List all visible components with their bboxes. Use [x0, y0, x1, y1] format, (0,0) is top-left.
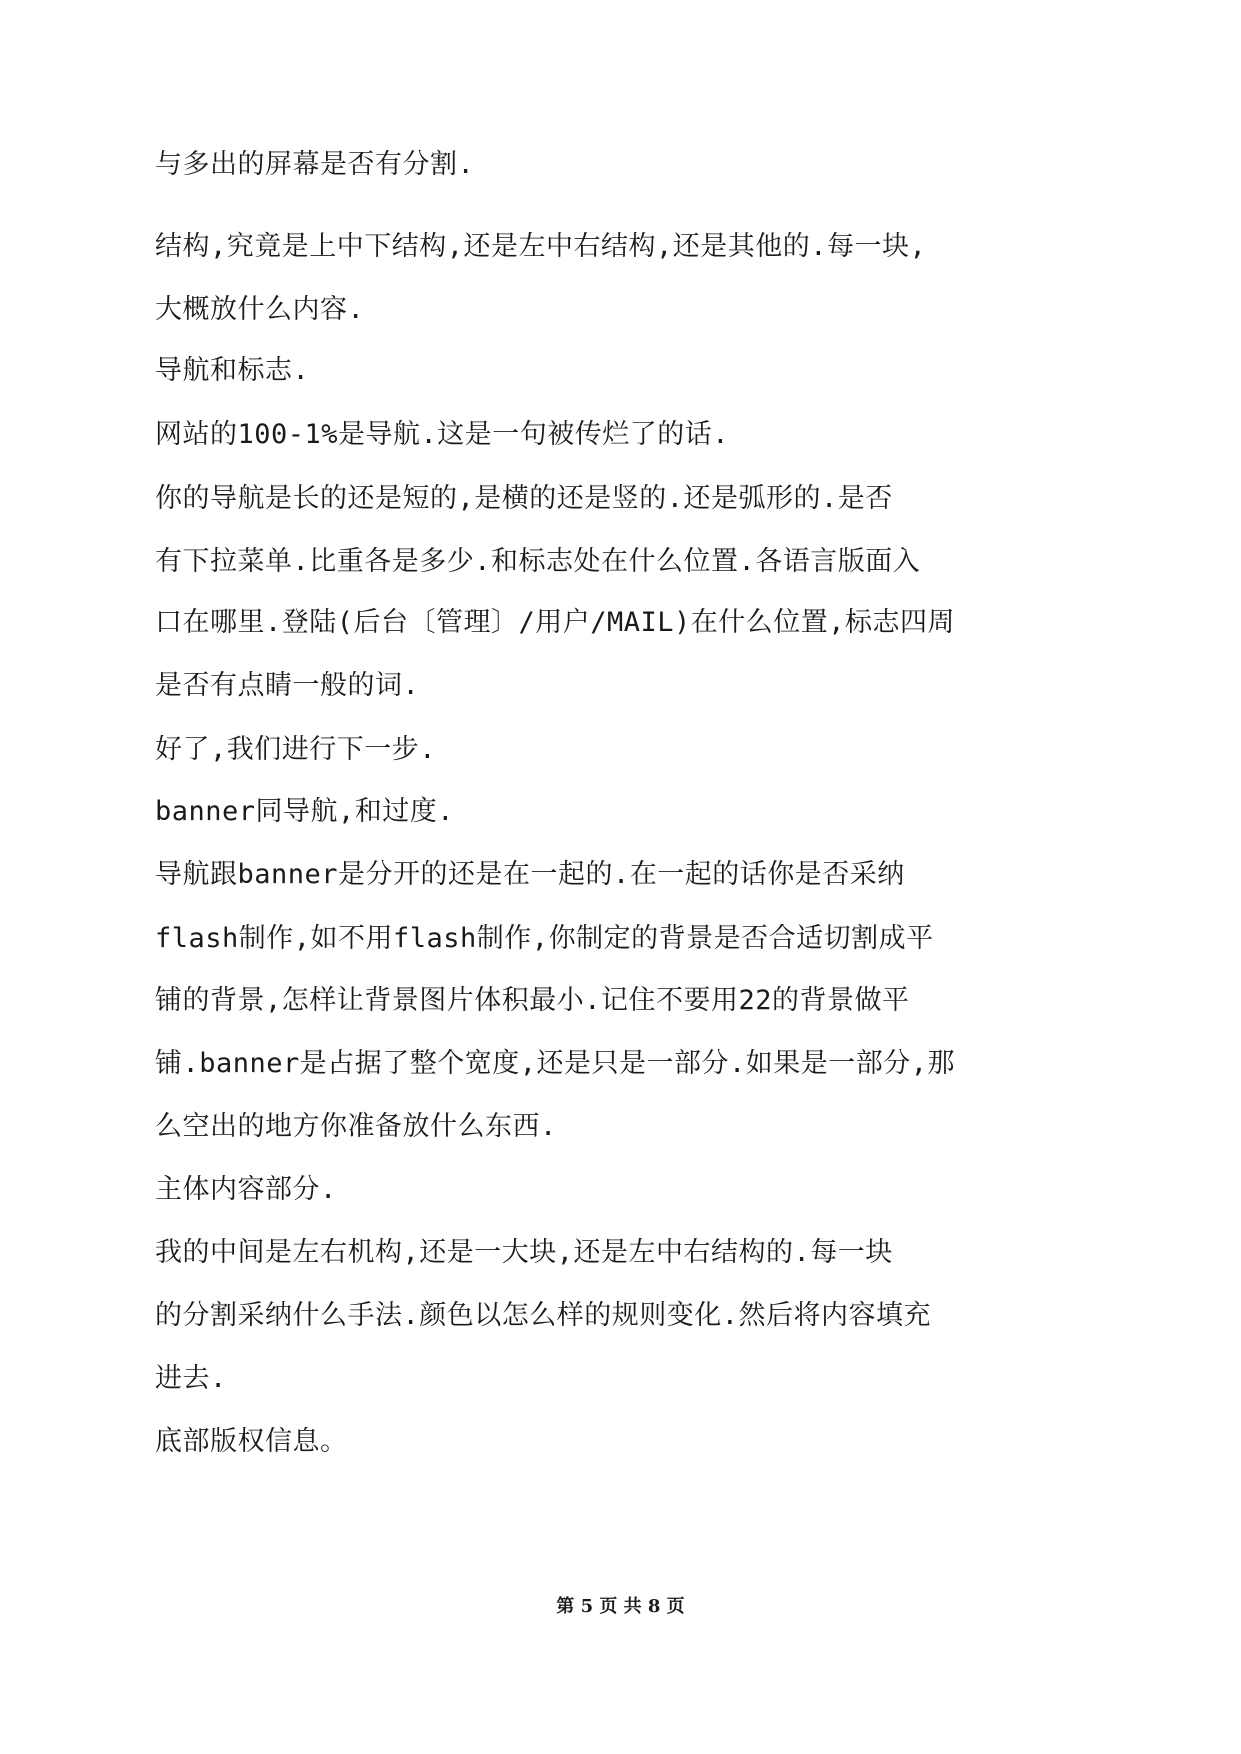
- text-line: 主体内容部分.: [155, 1174, 337, 1205]
- text-line: banner同导航,和过度.: [155, 796, 455, 827]
- text-line: 口在哪里.登陆(后台〔管理〕/用户/MAIL)在什么位置,标志四周: [155, 607, 956, 638]
- text-line: 你的导航是长的还是短的,是横的还是竖的.还是弧形的.是否: [155, 483, 893, 514]
- text-line: 导航跟banner是分开的还是在一起的.在一起的话你是否采纳: [155, 859, 905, 890]
- text-line: 底部版权信息。: [155, 1426, 348, 1457]
- text-line: 导航和标志.: [155, 355, 310, 386]
- text-line: 与多出的屏幕是否有分割.: [155, 149, 475, 180]
- text-line: 好了,我们进行下一步.: [155, 734, 437, 765]
- text-line: 进去.: [155, 1363, 227, 1394]
- text-line: 是否有点睛一般的词.: [155, 670, 420, 701]
- text-line: 我的中间是左右机构,还是一大块,还是左中右结构的.每一块: [155, 1237, 893, 1268]
- text-line: flash制作,如不用flash制作,你制定的背景是否合适切割成平: [155, 923, 934, 954]
- text-line: 大概放什么内容.: [155, 294, 365, 325]
- text-line: 结构,究竟是上中下结构,还是左中右结构,还是其他的.每一块,: [155, 231, 927, 262]
- text-line: 的分割采纳什么手法.颜色以怎么样的规则变化.然后将内容填充: [155, 1300, 932, 1331]
- page-number-footer: 第 5 页 共 8 页: [556, 1596, 685, 1617]
- text-line: 么空出的地方你准备放什么东西.: [155, 1111, 557, 1142]
- text-line: 铺.banner是占据了整个宽度,还是只是一部分.如果是一部分,那: [155, 1048, 956, 1079]
- text-line: 有下拉菜单.比重各是多少.和标志处在什么位置.各语言版面入: [155, 546, 921, 577]
- text-line: 网站的100-1%是导航.这是一句被传烂了的话.: [155, 419, 730, 450]
- text-line: 铺的背景,怎样让背景图片体积最小.记住不要用22的背景做平: [155, 985, 910, 1016]
